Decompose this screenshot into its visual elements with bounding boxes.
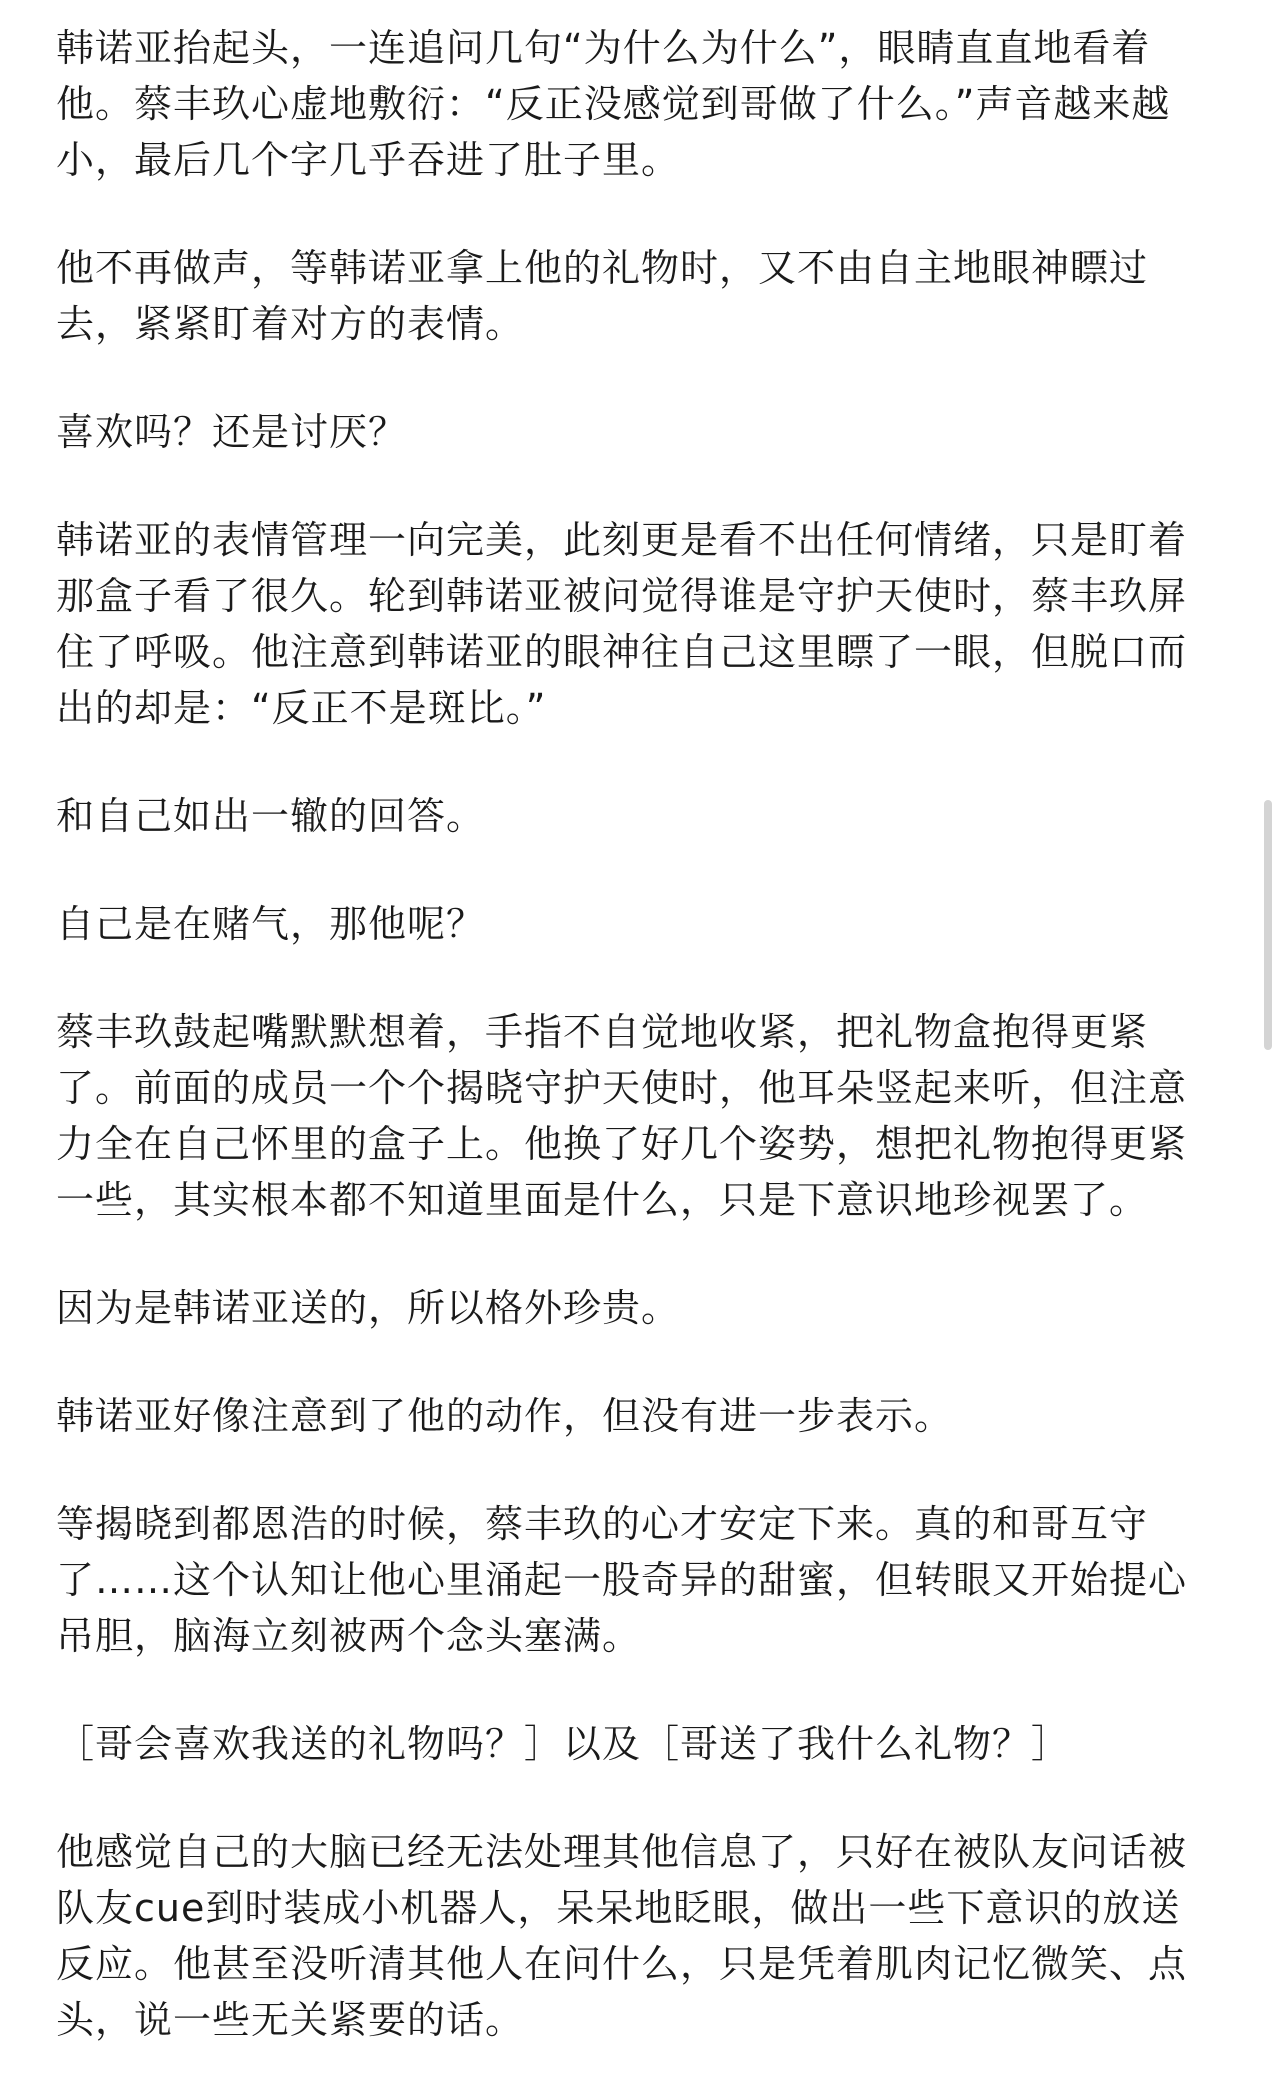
paragraph: 蔡丰玖鼓起嘴默默想着，手指不自觉地收紧，把礼物盒抱得更紧了。前面的成员一个个揭晓守护天使时，他耳朵竖起来听，但注意力全在自己怀里的盒子上。他换了好几个姿势，想把礼物抱得更紧一些，其实根本都不知道里面是什么，只是下意识地珍视罢了。	[56, 1010, 1188, 1222]
paragraph: 韩诺亚的表情管理一向完美，此刻更是看不出任何情绪，只是盯着那盒子看了很久。轮到韩诺亚被问觉得谁是守护天使时，蔡丰玖屏住了呼吸。他注意到韩诺亚的眼神往自己这里瞟了一眼，但脱口而出的却是：“反正不是斑比。”	[56, 518, 1188, 730]
scrollbar-thumb[interactable]	[1264, 800, 1272, 1050]
paragraph: 他感觉自己的大脑已经无法处理其他信息了，只好在被队友问话被队友cue到时装成小机器人，呆呆地眨眼，做出一些下意识的放送反应。他甚至没听清其他人在问什么，只是凭着肌肉记忆微笑、点头，说一些无关紧要的话。	[56, 1830, 1188, 2042]
paragraph: 因为是韩诺亚送的，所以格外珍贵。	[56, 1286, 681, 1330]
article-body	[56, 20, 1216, 2100]
paragraph: 他不再做声，等韩诺亚拿上他的礼物时，又不由自主地眼神瞟过去，紧紧盯着对方的表情。	[56, 246, 1149, 346]
paragraph: 和自己如出一辙的回答。	[56, 794, 486, 838]
scrollbar[interactable]	[1260, 0, 1280, 2035]
paragraph: 韩诺亚好像注意到了他的动作，但没有进一步表示。	[56, 1394, 954, 1438]
paragraph: 喜欢吗？还是讨厌？	[56, 410, 408, 454]
paragraph: 自己是在赌气，那他呢？	[56, 902, 486, 946]
paragraph: ［哥会喜欢我送的礼物吗？］以及［哥送了我什么礼物？］	[56, 1722, 1071, 1766]
paragraph: 韩诺亚抬起头，一连追问几句“为什么为什么”，眼睛直直地看着他。蔡丰玖心虚地敷衍：“反正没感觉到哥做了什么。”声音越来越小，最后几个字几乎吞进了肚子里。	[56, 26, 1171, 182]
paragraph: 等揭晓到都恩浩的时候，蔡丰玖的心才安定下来。真的和哥互守了……这个认知让他心里涌起一股奇异的甜蜜，但转眼又开始提心吊胆，脑海立刻被两个念头塞满。	[56, 1502, 1188, 1658]
